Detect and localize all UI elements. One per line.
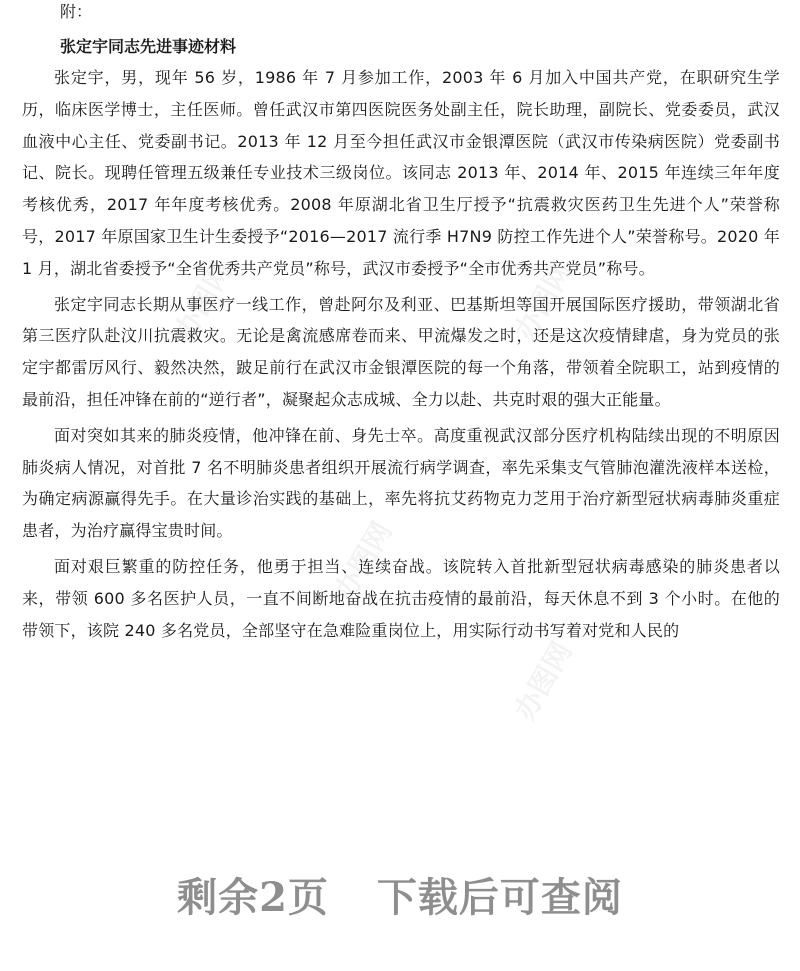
watermark: 办图网 xyxy=(328,516,399,606)
paragraph: 张定宇，男，现年 56 岁，1986 年 7 月参加工作，2003 年 6 月加入中国共产党，在职研究生学历，临床医学博士，主任医师。曾任武汉市第四医院医务处副主任，院长助理，副院长、党委委员，武汉血液中心主任、党委副书记。2013 年 12 月至今担任武汉市金银潭医院（武汉市传染病医院）党委副书记、院长。现聘任管理五级兼任专业技术三级岗位。该同志 2013 年、2014 年、2015 年连续三年年度考核优秀，2017 年年度考核优秀。2008 年原湖北省卫生厅授予“抗震救灾医药卫生先进个人”荣誉称号，2017 年原国家卫生计生委授予“2016—2017 流行季 H7N9 防控工作先进个人”荣誉称号。2020 年 1 月，湖北省委授予“全省优秀共产党员”称号，武汉市委授予“全市优秀共产党员”称号。 xyxy=(22,68,780,278)
watermark: 办图网 xyxy=(508,256,579,346)
watermark: 办图网 xyxy=(508,636,579,726)
download-prompt[interactable] xyxy=(0,866,800,923)
download-hint-text: 下载后可查阅 xyxy=(376,874,623,921)
paragraph: 面对艰巨繁重的防控任务，他勇于担当、连续奋战。该院转入首批新型冠状病毒感染的肺炎患者以来，带领 600 多名医护人员，一直不间断地奋战在抗击疫情的最前沿，每天休息不到 3 个小时。在他的带领下，该院 240 多名党员，全部坚守在急难险重岗位上，用实际行动书写着对党和人民的 xyxy=(22,556,780,640)
paragraph: 面对突如其来的肺炎疫情，他冲锋在前、身先士卒。高度重视武汉部分医疗机构陆续出现的不明原因肺炎病人情况，对首批 7 名不明肺炎患者组织开展流行病学调查，率先采集支气管肺泡灌洗液样本送检，为确定病源赢得先手。在大量诊治实践的基础上，率先将抗艾药物克力芝用于治疗新型冠状病毒肺炎重症患者，为治疗赢得宝贵时间。 xyxy=(22,425,780,541)
remaining-pages-text: 剩余2页 xyxy=(177,874,329,921)
watermark: 办图网 xyxy=(168,256,239,346)
paragraph: 张定宇同志长期从事医疗一线工作，曾赴阿尔及利亚、巴基斯坦等国开展国际医疗援助，带领湖北省第三医疗队赴汶川抗震救灾。无论是禽流感席卷而来、甲流爆发之时，还是这次疫情肆虐，身为党员的张定宇都雷厉风行、毅然决然，跛足前行在武汉市金银潭医院的每一个角落，带领着全院职工，站到疫情的最前沿，担任冲锋在前的“逆行者”，凝聚起众志成城、全力以赴、共克时艰的强大正能量。 xyxy=(22,294,780,409)
attachment-label: 附： xyxy=(60,2,93,21)
document-body xyxy=(22,62,780,650)
document-title: 张定宇同志先进事迹材料 xyxy=(60,37,237,56)
